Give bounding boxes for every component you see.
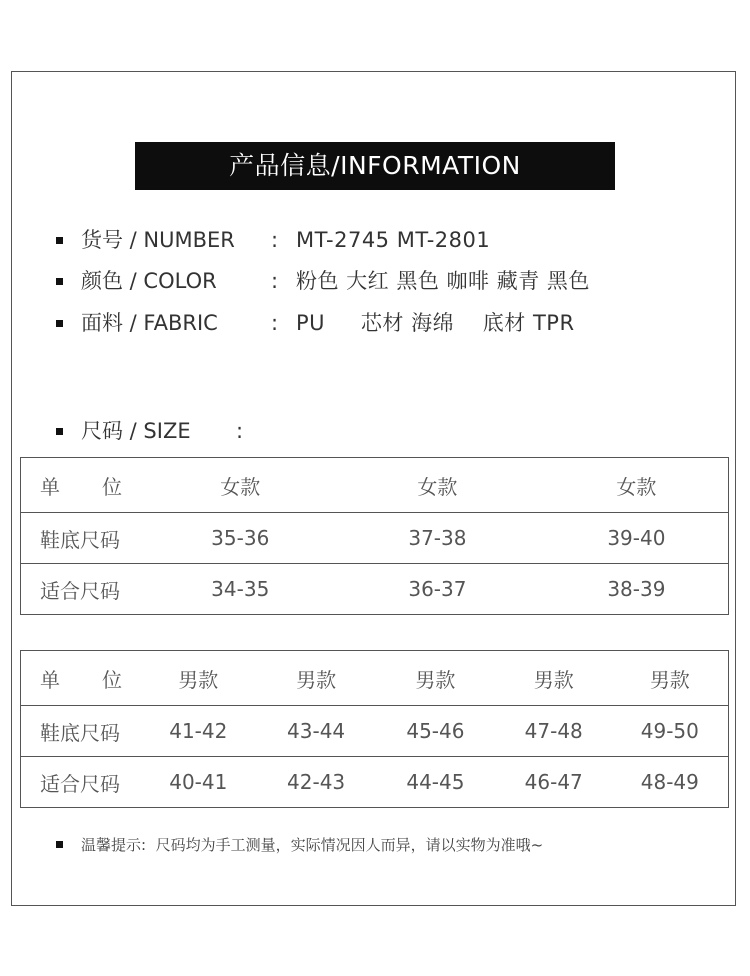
bullet-icon [56, 278, 63, 285]
header-cell: 女款 [330, 458, 545, 513]
table-cell: 49-50 [612, 706, 729, 757]
size-heading-label: 尺码 / SIZE [81, 419, 191, 443]
info-value: PU 芯材 海绵 底材 TPR [296, 311, 575, 335]
size-heading-separator: : [236, 419, 244, 443]
row-label: 鞋底尺码 [21, 513, 151, 564]
page-title: 产品信息/INFORMATION [135, 142, 615, 190]
header-cell: 女款 [150, 458, 330, 513]
info-separator: : [271, 311, 279, 335]
bullet-icon [56, 320, 63, 327]
table-cell: 38-39 [545, 564, 729, 615]
women-size-table [20, 457, 729, 615]
unit-label-cell [21, 458, 151, 513]
unit-label-cell [21, 651, 140, 706]
table-cell: 40-41 [139, 757, 257, 808]
info-value: MT-2745 MT-2801 [296, 228, 491, 252]
bullet-icon [56, 237, 63, 244]
table-header-row [21, 651, 729, 706]
table-cell: 48-49 [612, 757, 729, 808]
table-cell: 47-48 [496, 706, 612, 757]
header-cell: 女款 [545, 458, 729, 513]
info-label: 面料 / FABRIC [81, 311, 218, 335]
table-header-row [21, 458, 729, 513]
table-cell: 34-35 [150, 564, 330, 615]
table-row [21, 564, 729, 615]
table-cell: 42-43 [257, 757, 375, 808]
table-cell: 37-38 [330, 513, 545, 564]
header-cell: 男款 [375, 651, 496, 706]
header-cell: 男款 [612, 651, 729, 706]
table-cell: 43-44 [257, 706, 375, 757]
table-cell: 45-46 [375, 706, 496, 757]
unit-label-first: 单 [40, 667, 60, 692]
table-cell: 44-45 [375, 757, 496, 808]
row-label: 适合尺码 [21, 564, 151, 615]
bullet-icon [56, 841, 63, 848]
header-cell: 男款 [496, 651, 612, 706]
table-cell: 39-40 [545, 513, 729, 564]
info-separator: : [271, 228, 279, 252]
header-cell: 男款 [139, 651, 257, 706]
table-cell: 36-37 [330, 564, 545, 615]
info-separator: : [271, 269, 279, 293]
unit-label-second: 位 [102, 474, 122, 499]
table-row [21, 513, 729, 564]
info-label: 货号 / NUMBER [81, 228, 235, 252]
table-cell: 41-42 [139, 706, 257, 757]
bullet-icon [56, 428, 63, 435]
table-row [21, 757, 729, 808]
unit-label-first: 单 [40, 474, 60, 499]
men-size-table [20, 650, 729, 808]
header-cell: 男款 [257, 651, 375, 706]
table-row [21, 706, 729, 757]
info-label: 颜色 / COLOR [81, 269, 217, 293]
row-label: 适合尺码 [21, 757, 140, 808]
table-cell: 46-47 [496, 757, 612, 808]
table-cell: 35-36 [150, 513, 330, 564]
tip-text: 温馨提示: 尺码均为手工测量，实际情况因人而异，请以实物为准哦~ [81, 836, 544, 854]
row-label: 鞋底尺码 [21, 706, 140, 757]
info-value: 粉色 大红 黑色 咖啡 藏青 黑色 [296, 269, 590, 293]
unit-label-second: 位 [102, 667, 122, 692]
